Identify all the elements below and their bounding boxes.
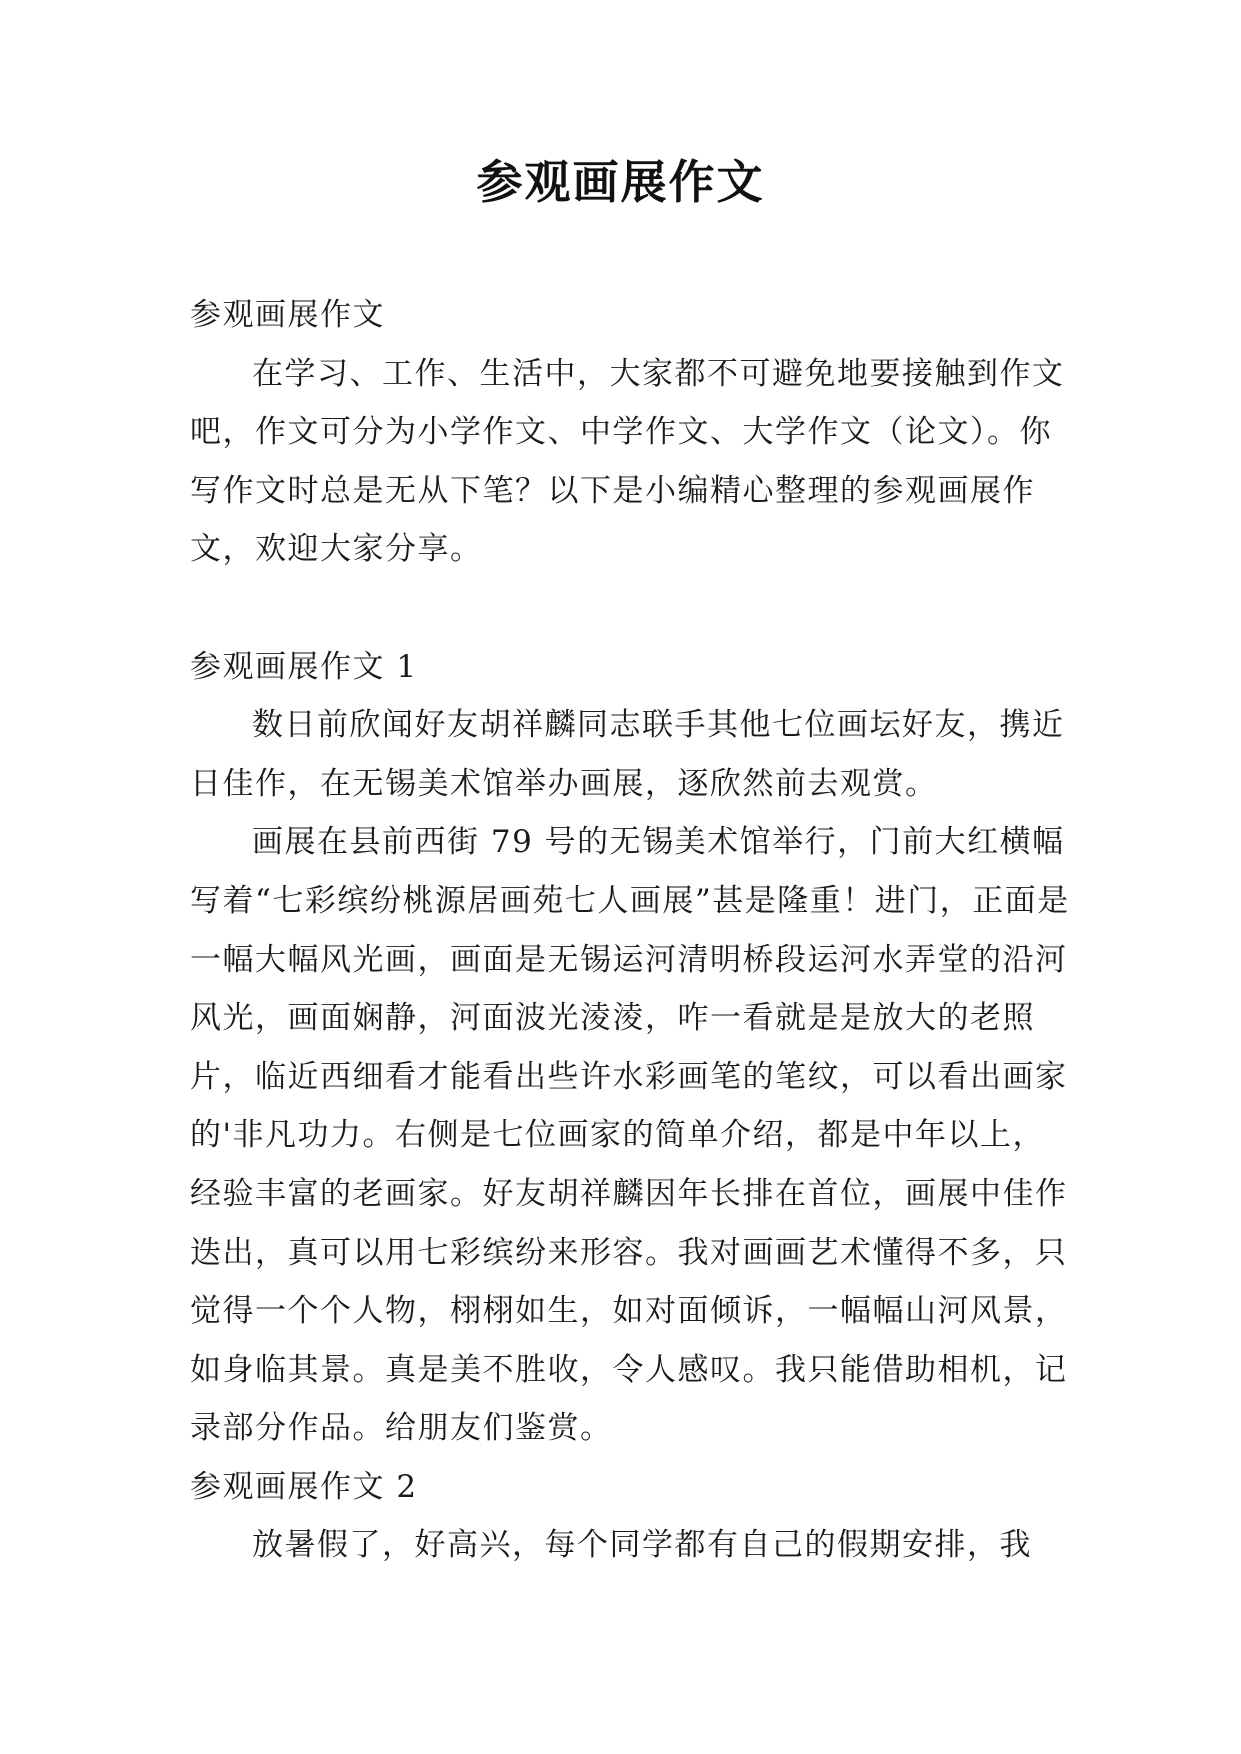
intro-paragraph: 在学习、工作、生活中，大家都不可避免地要接触到作文吧，作文可分为小学作文、中学作文、大学作文（论文）。你写作文时总是无从下笔？以下是小编精心整理的参观画展作文，欢迎大家分享。	[190, 355, 1065, 568]
essay-1-heading: 参观画展作文 1	[190, 648, 418, 685]
intro-heading: 参观画展作文	[190, 297, 385, 333]
essay-2-paragraph-1: 放暑假了，好高兴，每个同学都有自己的假期安排，我	[252, 1527, 1032, 1564]
paragraph-spacer	[190, 579, 1075, 638]
essay-1-paragraph-1: 数日前欣闻好友胡祥麟同志联手其他七位画坛好友，携近日佳作，在无锡美术馆举办画展，逐欣然前去观赏。	[190, 707, 1065, 802]
essay-2-heading: 参观画展作文 2	[190, 1468, 418, 1505]
document-body	[190, 286, 1075, 1575]
essay-1-paragraph-2: 画展在县前西街 79 号的无锡美术馆举行，门前大红横幅写着“七彩缤纷桃源居画苑七人画展”甚是隆重！进门，正面是一幅大幅风光画，画面是无锡运河清明桥段运河水弄堂的沿河风光，画面娴静，河面波光淩淩，咋一看就是是放大的老照片，临近西细看才能看出些许水彩画笔的笔纹，可以看出画家的'非凡功力。右侧是七位画家的简单介绍，都是中年以上，经验丰富的老画家。好友胡祥麟因年长排在首位，画展中佳作迭出，真可以用七彩缤纷来形容。我对画画艺术懂得不多，只觉得一个个人物，栩栩如生，如对面倾诉，一幅幅山河风景，如身临其景。真是美不胜收，令人感叹。我只能借助相机，记录部分作品。给朋友们鉴赏。	[190, 824, 1070, 1447]
document-title: 参观画展作文	[476, 155, 765, 209]
